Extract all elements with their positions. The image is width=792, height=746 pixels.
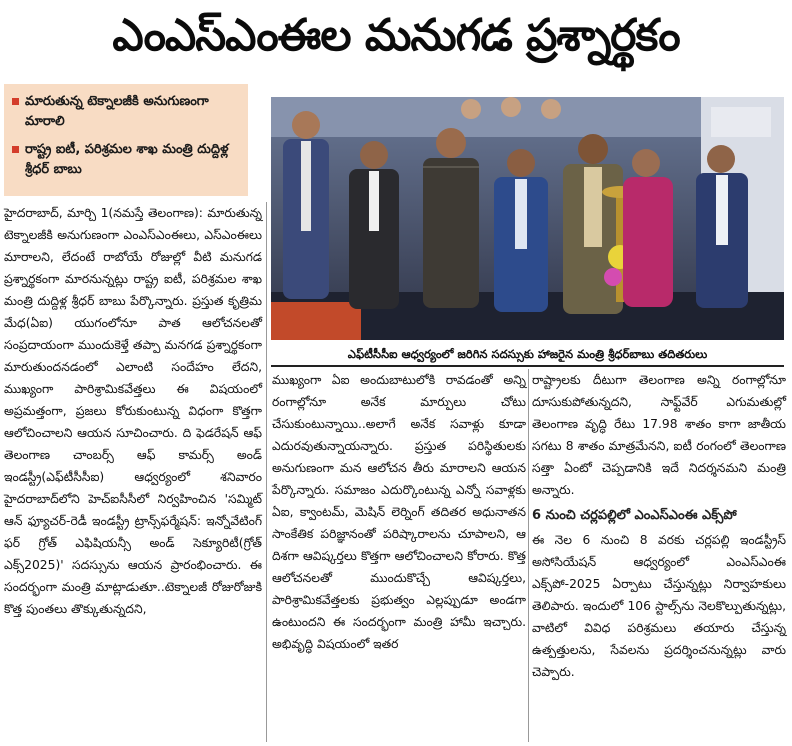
- article-column-1: హైదరాబాద్, మార్చి 1(నమస్తే తెలంగాణ): మారుతున్న టెక్నాలజీకి అనుగుణంగా ఎంఎస్ఎంఈలు, ఎస్ఎంఈలు మారాలని, లేదంటే రాబోయే రోజుల్లో వీటి మనుగడ ప్రశ్నార్థకంగా మారనున్నట్లు రాష్ట్ర ఐటీ, పరిశ్రమల శాఖ మంత్రి దుద్దిళ్ల శ్రీధర్ బాబు పేర్కొన్నారు. ప్రస్తుత కృత్రిమ మేధ(ఏఐ) యుగంలోనూ పాత ఆలోచనలతో సంప్రదాయంగా ముందుకెళ్తే తప్పా మనగడ ప్రశ్నార్థకంగా మారుతుందనడంలో ఎలాంటి సందేహం లేదని, ముఖ్యంగా పారిశ్రామికవేత్తలు ఈ విషయంలో అప్రమత్తంగా, ప్రజలు కోరుకుంటున్న విధంగా కొత్తగా ఆలోచించాలని ఆయన సూచించారు. ది ఫెడరేషన్ ఆఫ్ తెలంగాణ చాంబర్స్ ఆఫ్ కామర్స్ అండ్ ఇండస్ట్రీ(ఎఫ్‌టీసీసీఐ) ఆధ్వర్యంలో శనివారం హైదరాబాద్‌లోని హెచ్ఐసీసీలో నిర్వహించిన 'సమ్మిట్ ఆన్ ఫ్యూచర్-రెడీ ఇండస్ట్రీ ట్రాన్స్‌ఫర్మేషన్: ఇన్నోవేటింగ్ ఫర్ గ్రోత్ ఎఫిషియన్సీ అండ్ సెక్యూరిటీ(గ్రోత్ ఎక్స్2025)' సదస్సును ఆయన ప్రారంభించారు. ఈ సందర్భంగా మంత్రి మాట్లాడుతూ..టెక్నాలజీ రోజురోజుకి కొత్త పుంతలు తొక్కుతున్నదని,: [4, 206, 262, 616]
- bullet-square-icon: [12, 98, 19, 105]
- subheading: 6 నుంచి చర్లపల్లిలో ఎంఎస్ఎంఈ ఎక్స్‌పో: [532, 508, 737, 523]
- highlight-item: [12, 140, 242, 180]
- article-column-2: ముఖ్యంగా ఏఐ అందుబాటులోకి రావడంతో అన్ని రంగాల్లోనూ అనేక మార్పులు చోటు చేసుకుంటున్నాయి..అలాగే అనేక సవాళ్లు కూడా ఎదురవుతున్నాయన్నారు. ప్రస్తుత పరిస్థితులకు అనుగుణంగా మన ఆలోచన తీరు మారాలని ఆయన పేర్కొన్నారు. సమాజం ఎదుర్కొంటున్న ఎన్నో సవాళ్లకు ఏఐ, క్వాంటమ్, మెషిన్ లెర్నింగ్ తదితర అధునాతన సాంకేతిక పరిజ్ఞానంతో పరిష్కారాలను చూపాలని, ఆ దిశగా ఆవిష్కర్తలు కొత్తగా ఆలోచించాలని కోరారు. కొత్త ఆలోచనలతో ముందుకొచ్చే ఆవిష్కర్తలు, పారిశ్రామికవేత్తలకు ప్రభుత్వం ఎల్లప్పుడూ అండగా ఉంటుందని ఈ సందర్భంగా మంత్రి హామీ ఇచ్చారు. అభివృద్ధి విషయంలో ఇతర: [272, 373, 526, 651]
- photo-caption: ఎఫ్‌టీసీసీఐ ఆధ్వర్యంలో జరిగిన సదస్సుకు హాజరైన మంత్రి శ్రీధర్‌బాబు తదితరులు: [271, 343, 784, 367]
- column-3-text: రాష్ట్రాలకు దీటుగా తెలంగాణ అన్ని రంగాల్లోనూ దూసుకుపోతున్నదని, సాఫ్ట్‌వేర్ ఎగుమతుల్లో తెలంగాణ వృద్ధి రేటు 17.98 శాతం కాగా జాతీయ సగటు 8 శాతం మాత్రమేనని, ఐటీ రంగంలో తెలంగాణ సత్తా ఏంటో చెప్పడానికి ఇదే నిదర్శనమని మంత్రి అన్నారు.: [532, 373, 786, 497]
- column-divider: [528, 369, 529, 742]
- highlight-item: [12, 92, 242, 132]
- highlight-text: మారుతున్న టెక్నాలజీకి అనుగుణంగా మారాలి: [25, 94, 209, 129]
- highlights-box: [4, 84, 248, 196]
- highlight-text: రాష్ట్ర ఐటీ, పరిశ్రమల శాఖ మంత్రి దుద్దిళ్ల శ్రీధర్ బాబు: [25, 142, 229, 177]
- article-column-3: [532, 369, 786, 683]
- column-3-text: ఈ నెల 6 నుంచి 8 వరకు చర్లపల్లి ఇండస్ట్రీస్ అసోసియేషన్ ఆధ్వర్యంలో ఎంఎస్ఎంఈ ఎక్స్‌పో-2025 ఏర్పాటు చేస్తున్నట్లు నిర్వాహకులు తెలిపారు. ఇందులో 106 స్టాల్స్‌ను నెలకొల్పుతున్నట్లు, వాటిలో వివిధ పరిశ్రమలు తయారు చేస్తున్న ఉత్పత్తులను, సేవలను ప్రదర్శించనున్నట్లు వారు చెప్పారు.: [532, 533, 786, 679]
- bullet-square-icon: [12, 146, 19, 153]
- event-photo: [271, 97, 784, 340]
- column-divider: [266, 202, 267, 742]
- headline: ఎంఎస్ఎంఈల మనుగడ ప్రశ్నార్థకం: [112, 10, 680, 61]
